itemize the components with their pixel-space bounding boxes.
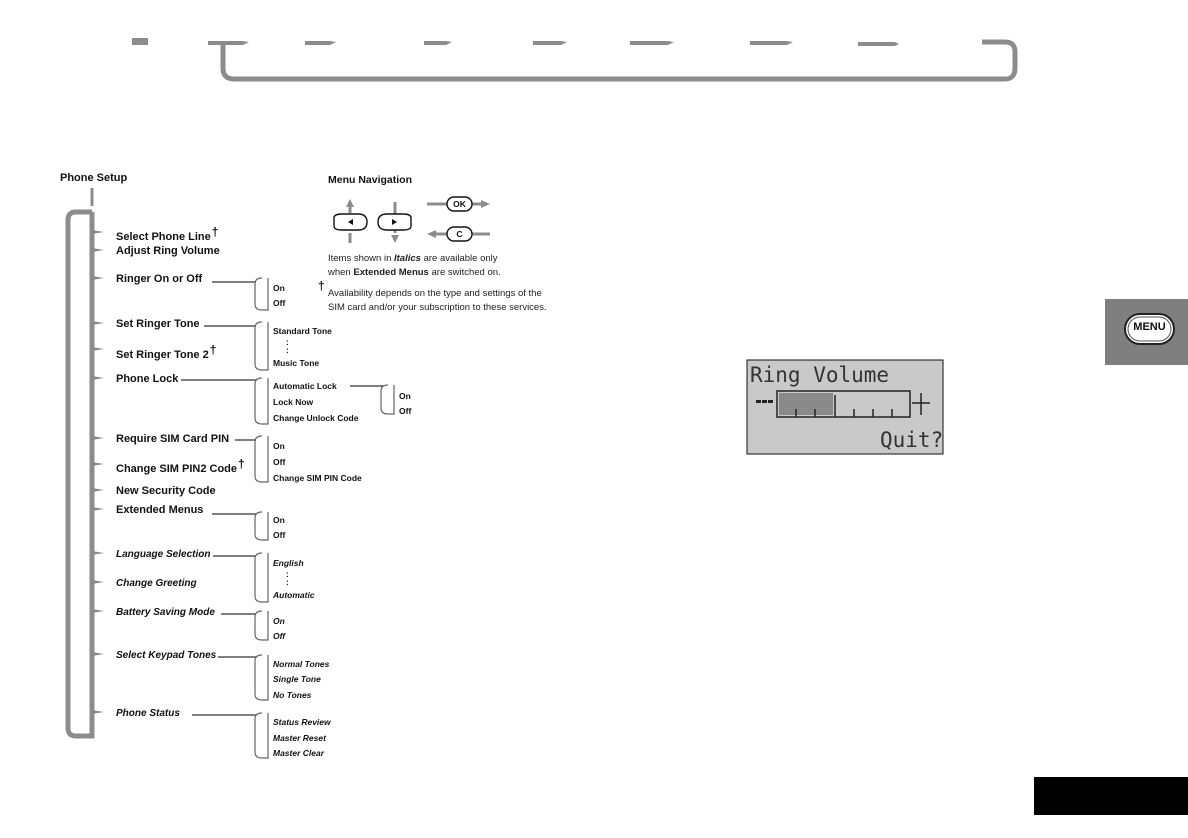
submenu-option[interactable]: Automatic (273, 590, 315, 600)
submenu-option[interactable]: Automatic Lock (273, 381, 337, 391)
menu-item-phone-status[interactable]: Phone Status (116, 708, 180, 719)
submenu-option[interactable]: English (273, 558, 304, 568)
menu-item-change-sim-pin2[interactable]: Change SIM PIN2 Code† (116, 457, 245, 475)
submenu-option[interactable]: Master Clear (273, 748, 325, 758)
submenu-ellipsis: : (286, 345, 289, 355)
menu-item-change-greeting[interactable]: Change Greeting (116, 578, 197, 589)
submenu-option[interactable]: Status Review (273, 717, 331, 727)
c-key-label: C (456, 229, 463, 239)
menu-item-new-security-code[interactable]: New Security Code (116, 485, 216, 497)
submenu-option[interactable]: Off (399, 406, 412, 416)
submenu-option[interactable]: Change Unlock Code (273, 413, 359, 423)
menu-navigation-title: Menu Navigation (328, 174, 413, 186)
availability-note-2: SIM card and/or your subscription to these services. (328, 302, 547, 313)
submenu-option[interactable]: Standard Tone (273, 326, 332, 336)
menu-item-phone-lock[interactable]: Phone Lock (116, 373, 179, 385)
submenu-ellipsis: : (286, 337, 289, 347)
menu-item-require-sim-pin[interactable]: Require SIM Card PIN (116, 433, 230, 445)
submenu-option[interactable]: Off (273, 298, 286, 308)
extended-note: when Extended Menus are switched on. (328, 267, 501, 278)
lcd-line-1: Ring Volume (750, 363, 890, 387)
volume-fill (779, 393, 833, 415)
submenu-option[interactable]: Normal Tones (273, 659, 330, 669)
submenu-option[interactable]: Single Tone (273, 674, 321, 684)
page-title: Phone Setup (60, 172, 128, 184)
menu-item-select-phone-line[interactable]: Select Phone Line† (116, 225, 219, 243)
top-chapter-bar (132, 38, 1015, 79)
submenu-option[interactable]: No Tones (273, 690, 312, 700)
submenu-ellipsis: : (286, 577, 289, 587)
menu-item-set-ringer-tone-2[interactable]: Set Ringer Tone 2† (116, 343, 217, 361)
submenu-option[interactable]: Lock Now (273, 397, 314, 407)
submenu-option[interactable]: Change SIM PIN Code (273, 473, 362, 483)
submenu-option[interactable]: On (273, 515, 285, 525)
menu-item-battery-saving-mode[interactable]: Battery Saving Mode (116, 607, 215, 618)
menu-item-language-selection[interactable]: Language Selection (116, 549, 211, 560)
menu-item-extended-menus[interactable]: Extended Menus (116, 504, 204, 516)
submenu-option[interactable]: On (273, 283, 285, 293)
dagger-symbol: † (318, 279, 325, 293)
submenu-option[interactable]: On (273, 441, 285, 451)
menu-item-adjust-ring-volume[interactable]: Adjust Ring Volume (116, 245, 220, 257)
menu-tab-label: MENU (1133, 321, 1166, 333)
menu-item-select-keypad-tones[interactable]: Select Keypad Tones (116, 650, 217, 661)
lcd-quit: Quit? (880, 428, 944, 452)
submenu-option[interactable]: On (399, 391, 411, 401)
submenu-option[interactable]: Off (273, 631, 286, 641)
menu-item-ringer-on-off[interactable]: Ringer On or Off (116, 273, 203, 285)
ok-key-label: OK (453, 199, 466, 209)
submenu-option[interactable]: Master Reset (273, 733, 326, 743)
submenu-option[interactable]: On (273, 616, 285, 626)
submenu-option[interactable]: Off (273, 457, 286, 467)
availability-note: Availability depends on the type and settings of the (328, 288, 542, 299)
italics-note: Items shown in Italics are available only (328, 253, 498, 264)
menu-item-set-ringer-tone[interactable]: Set Ringer Tone (116, 318, 200, 330)
page-number-block (1034, 777, 1188, 815)
submenu-option[interactable]: Music Tone (273, 358, 320, 368)
submenu-option[interactable]: Off (273, 530, 286, 540)
submenu-ellipsis: : (286, 569, 289, 579)
